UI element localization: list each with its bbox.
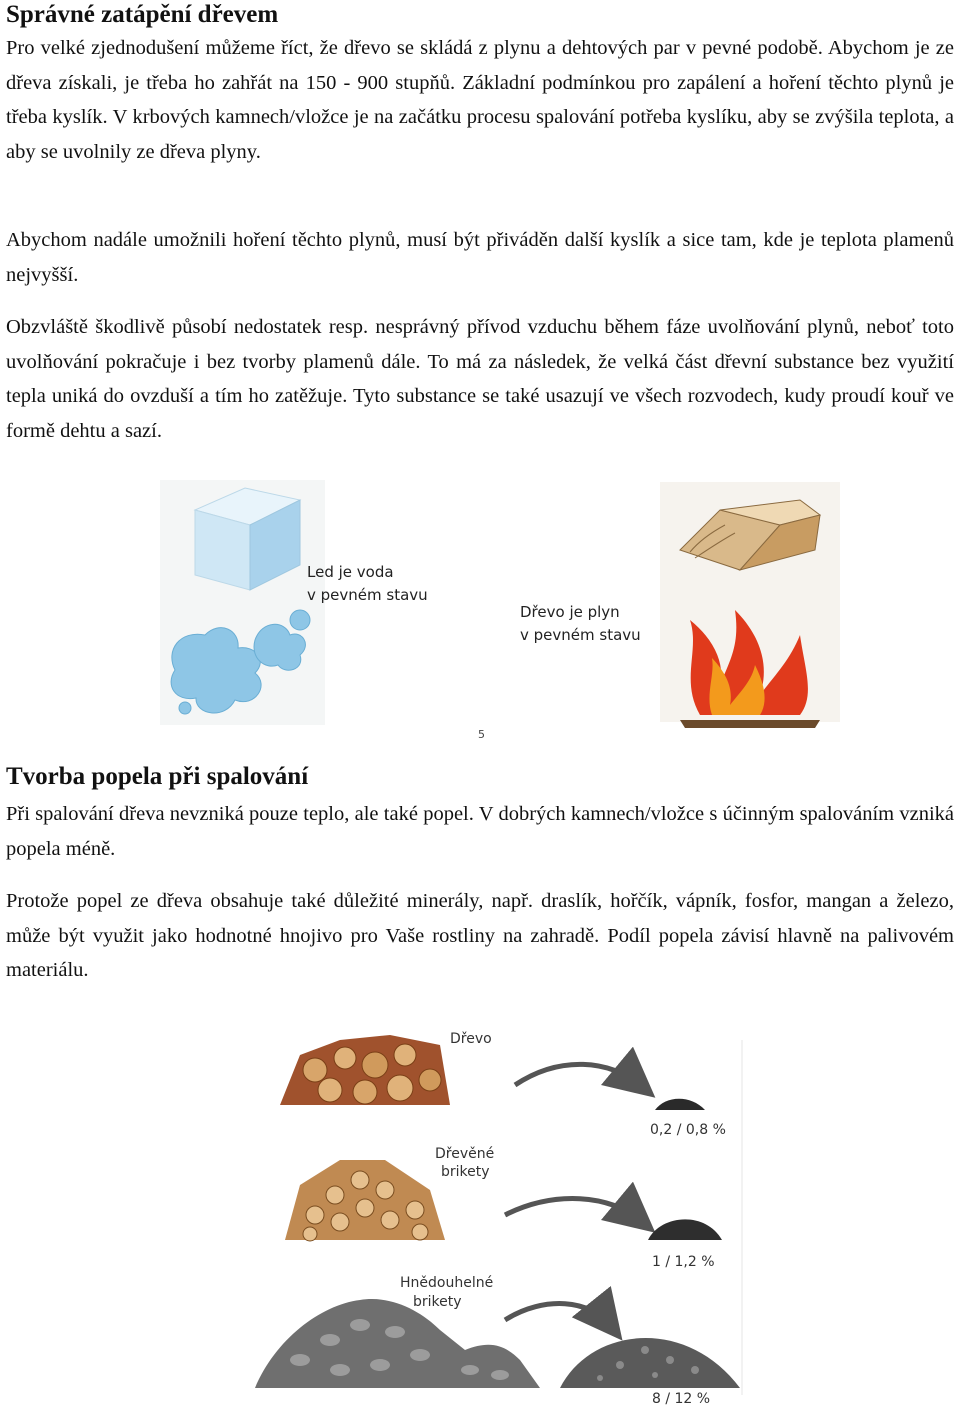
paragraph: Při spalování dřeva nevzniká pouze teplo, ale také popel. V dobrých kamnech/vložce s účinným spalováním vzniká popela méně. (6, 803, 954, 860)
paragraph: Obzvláště škodlivě působí nedostatek resp. nesprávný přívod vzduchu během fáze uvolňování plynů, neboť toto uvolňování pokračuje i bez tvorby plamenů dále. To má za následek, že velká část dřevní substance bez využití tepla uniká do ovzduší a tím ho zatěžuje. Tyto substance se také usazují ve všech rozvodech, kudy proudí kouř ve formě dehtu a sazí. (6, 316, 954, 442)
arrow-icon (505, 1304, 610, 1325)
firewood-pile-icon (280, 1035, 450, 1105)
fuel-label: brikety (441, 1164, 490, 1180)
ash-pile-icon (560, 1338, 740, 1388)
arrow-icon (515, 1064, 640, 1085)
wood-briquettes-pile-icon (285, 1160, 445, 1241)
paragraph: Pro velké zjednodušení můžeme říct, že dřevo se skládá z plynu a dehtových par v pevné podobě. Abychom je ze dřeva získali, je třeba ho zahřát na 150 - 900 stupňů. Základní podmínkou pro zapálení a hoření těchto plynů je třeba kyslík. V krbových kamnech/vložce je na začátku procesu spalování potřeba kyslíku, aby se zvýšila teplota, a aby se uvolnily ze dřeva plyny. (6, 37, 954, 163)
fuel-label: Dřevěné (435, 1146, 495, 1162)
ash-percentage: 0,2 / 0,8 % (650, 1122, 726, 1138)
fuel-label: Dřevo (450, 1031, 492, 1047)
ice-label-line2: v pevném stavu (307, 586, 428, 604)
wood-label-line1: Dřevo je plyn (520, 603, 620, 621)
page-mark: 5 (478, 728, 485, 741)
ash-content-illustration (0, 1010, 960, 1410)
ash-percentage: 1 / 1,2 % (652, 1254, 715, 1270)
ash-pile-icon (648, 1219, 722, 1240)
paragraph: Protože popel ze dřeva obsahuje také důležité minerály, např. draslík, hořčík, vápník, fosfor, mangan a železo, může být využit jako hodnotné hnojivo pro Vaše rostliny na zahradě. Podíl popela závisí hlavně na palivovém materiálu. (6, 890, 954, 981)
solid-state-illustration (0, 470, 960, 745)
coal-briquettes-pile-icon (255, 1299, 540, 1388)
wood-label-line2: v pevném stavu (520, 626, 641, 644)
fuel-label: brikety (413, 1294, 462, 1310)
section-title-ash-formation: Tvorba popela při spalování (6, 763, 309, 790)
ash-percentage: 8 / 12 % (652, 1391, 711, 1407)
paragraph: Abychom nadále umožnili hoření těchto plynů, musí být přiváděn další kyslík a sice tam, kde je teplota plamenů nejvyšší. (6, 229, 954, 286)
arrow-icon (505, 1199, 640, 1220)
ash-pile-icon (655, 1099, 705, 1110)
ice-label-line1: Led je voda (307, 563, 394, 581)
section-title-wood-firing: Správné zatápění dřevem (6, 1, 279, 28)
fuel-label: Hnědouhelné (400, 1275, 494, 1291)
